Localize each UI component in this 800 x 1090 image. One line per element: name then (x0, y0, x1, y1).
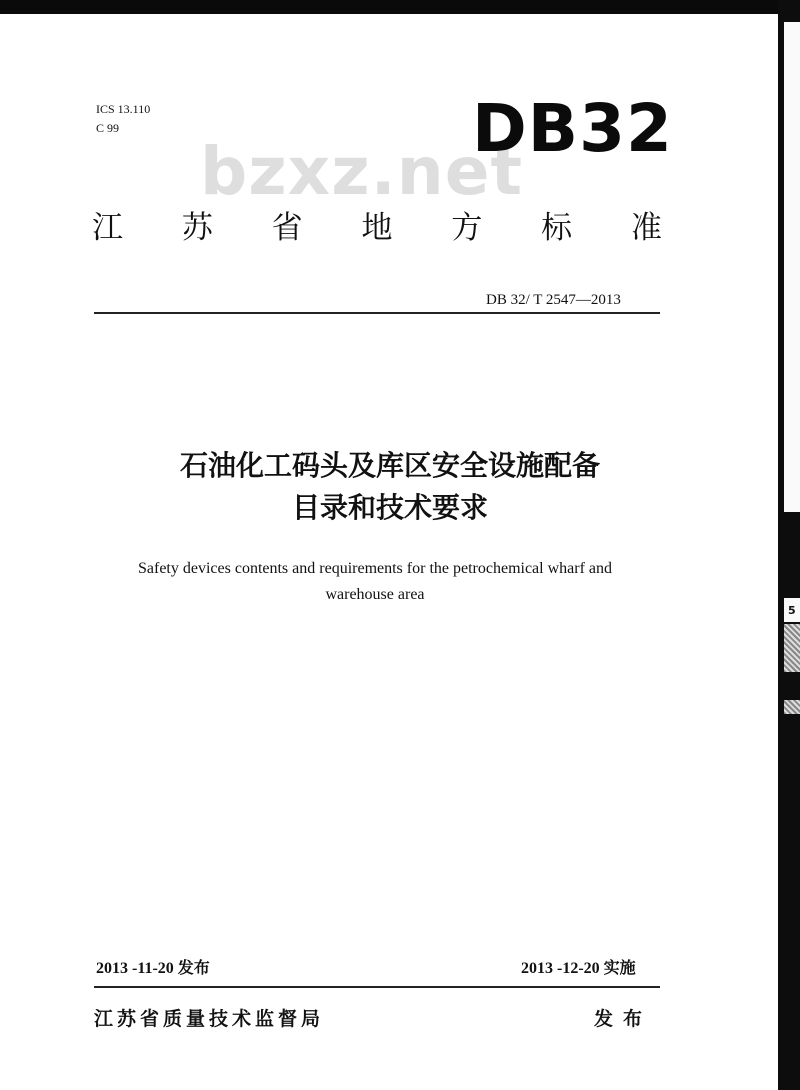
scan-edge-noise (784, 700, 800, 714)
ccs-code: C 99 (96, 121, 120, 135)
standard-type-char: 江 (92, 210, 123, 246)
ics-code: ICS 13.110 (96, 102, 151, 116)
standard-type-char: 标 (541, 210, 573, 246)
standard-type-char: 苏 (181, 210, 213, 246)
scan-edge-strip (784, 22, 800, 512)
english-title-line: warehouse area (325, 586, 425, 603)
classification-block (96, 100, 150, 138)
chinese-title (40, 445, 740, 529)
edge-page-mark: 5 (788, 604, 796, 617)
english-title-line: Safety devices contents and requirements for the petrochemical wharf and (137, 560, 613, 577)
standard-type-char: 省 (271, 210, 303, 246)
db-logo: DB32 (472, 90, 673, 167)
standard-type-char: 方 (451, 210, 483, 246)
issue-date: 2013 -11-20 发布 (96, 960, 210, 977)
standard-type-char: 准 (630, 210, 662, 246)
issued-label: 发布 (594, 1008, 653, 1030)
standard-code: DB 32/ T 2547—2013 (486, 292, 621, 308)
chinese-title-line: 石油化工码头及库区安全设施配备 (179, 449, 600, 482)
scan-edge-noise (784, 624, 800, 672)
english-title (40, 556, 710, 608)
header-divider (94, 312, 660, 314)
chinese-title-line: 目录和技术要求 (291, 491, 488, 524)
watermark: bzxz.net (200, 133, 524, 210)
standard-type-title (92, 208, 662, 248)
footer-divider (94, 986, 660, 988)
implementation-date: 2013 -12-20 实施 (521, 960, 636, 977)
standard-type-char: 地 (361, 210, 393, 246)
issuing-authority: 江苏省质量技术监督局 (94, 1008, 325, 1030)
